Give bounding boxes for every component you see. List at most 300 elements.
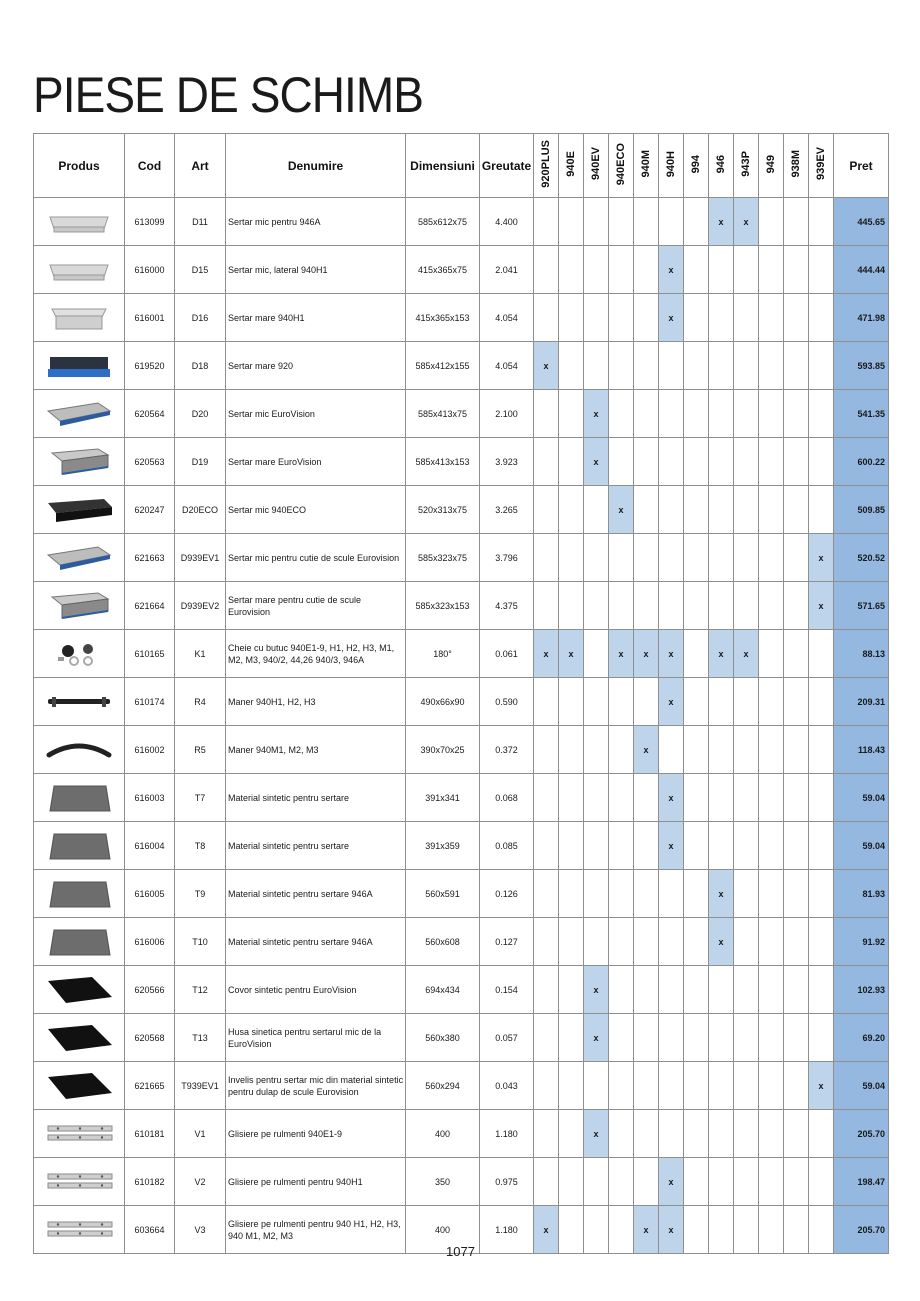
- table-row: [34, 1158, 889, 1206]
- compat-mark-940m: [634, 774, 659, 822]
- header-model: [709, 134, 734, 198]
- cell-dimensiuni: 390x70x25: [406, 726, 480, 774]
- compat-mark-946: [709, 678, 734, 726]
- compat-mark-938m: [784, 1158, 809, 1206]
- compat-mark-920plus: [534, 678, 559, 726]
- compat-mark-938m: [784, 582, 809, 630]
- product-image: [34, 1062, 125, 1110]
- cell-pret: 444.44: [834, 246, 889, 294]
- cell-denumire: Sertar mic 940ECO: [226, 486, 406, 534]
- compat-mark-994: [684, 1014, 709, 1062]
- cell-pret: 59.04: [834, 822, 889, 870]
- compat-mark-940eco: [609, 1110, 634, 1158]
- compat-mark-940m: [634, 1014, 659, 1062]
- compat-mark-940e: [559, 726, 584, 774]
- compat-mark-938m: [784, 342, 809, 390]
- product-image: [34, 198, 125, 246]
- cell-greutate: 2.041: [480, 246, 534, 294]
- cell-denumire: Sertar mare pentru cutie de scule Eurovision: [226, 582, 406, 630]
- compat-mark-940ev: [584, 678, 609, 726]
- cell-art: T9: [175, 870, 226, 918]
- compat-mark-940eco: [609, 918, 634, 966]
- cell-denumire: Material sintetic pentru sertare: [226, 822, 406, 870]
- spare-parts-table: [33, 133, 889, 1254]
- cell-denumire: Sertar mare 920: [226, 342, 406, 390]
- compat-mark-940m: [634, 870, 659, 918]
- cell-art: R5: [175, 726, 226, 774]
- compat-mark-940e: [559, 678, 584, 726]
- table-row: [34, 870, 889, 918]
- compat-mark-939ev: [809, 870, 834, 918]
- compat-mark-994: [684, 630, 709, 678]
- compat-mark-943p: [734, 918, 759, 966]
- cell-denumire: Invelis pentru sertar mic din material sintetic pentru dulap de scule Eurovision: [226, 1062, 406, 1110]
- compat-mark-940eco: [609, 582, 634, 630]
- compat-mark-946: x: [709, 630, 734, 678]
- compat-mark-940h: [659, 1110, 684, 1158]
- compat-mark-940eco: [609, 774, 634, 822]
- drawer-grey-icon: [34, 255, 124, 285]
- header-model: [534, 134, 559, 198]
- compat-mark-940m: [634, 966, 659, 1014]
- table-row: [34, 294, 889, 342]
- header-model: [559, 134, 584, 198]
- compat-mark-920plus: [534, 390, 559, 438]
- compat-mark-940ev: x: [584, 1110, 609, 1158]
- header-model: [584, 134, 609, 198]
- compat-mark-940m: [634, 1062, 659, 1110]
- compat-mark-940m: x: [634, 630, 659, 678]
- cell-art: T12: [175, 966, 226, 1014]
- compat-mark-938m: [784, 918, 809, 966]
- cell-denumire: Glisiere pe rulmenti pentru 940 H1, H2, H3, 940 M1, M2, M3: [226, 1206, 406, 1254]
- table-header-row: [34, 134, 889, 198]
- compat-mark-940ev: [584, 486, 609, 534]
- table-row: [34, 1110, 889, 1158]
- compat-mark-940eco: [609, 438, 634, 486]
- table-row: [34, 966, 889, 1014]
- cell-greutate: 1.180: [480, 1110, 534, 1158]
- cell-greutate: 0.127: [480, 918, 534, 966]
- cell-pret: 59.04: [834, 1062, 889, 1110]
- cell-dimensiuni: 560x608: [406, 918, 480, 966]
- compat-mark-940ev: [584, 246, 609, 294]
- compat-mark-939ev: [809, 1014, 834, 1062]
- compat-mark-940m: x: [634, 726, 659, 774]
- compat-mark-994: [684, 390, 709, 438]
- cell-denumire: Glisiere pe rulmenti pentru 940H1: [226, 1158, 406, 1206]
- compat-mark-940ev: [584, 294, 609, 342]
- cell-denumire: Sertar mare 940H1: [226, 294, 406, 342]
- compat-mark-939ev: [809, 1158, 834, 1206]
- header-model: [659, 134, 684, 198]
- cell-denumire: Maner 940H1, H2, H3: [226, 678, 406, 726]
- cell-pret: 471.98: [834, 294, 889, 342]
- table-row: [34, 918, 889, 966]
- cell-denumire: Sertar mic EuroVision: [226, 390, 406, 438]
- compat-mark-949: [759, 1062, 784, 1110]
- compat-mark-943p: [734, 342, 759, 390]
- table-row: [34, 1014, 889, 1062]
- compat-mark-940h: [659, 486, 684, 534]
- compat-mark-938m: [784, 1062, 809, 1110]
- compat-mark-940m: [634, 534, 659, 582]
- cell-greutate: 2.100: [480, 390, 534, 438]
- header-model-label: 949: [765, 154, 777, 174]
- compat-mark-949: [759, 294, 784, 342]
- compat-mark-939ev: [809, 438, 834, 486]
- compat-mark-940eco: [609, 1014, 634, 1062]
- compat-mark-943p: [734, 966, 759, 1014]
- cell-cod: 613099: [125, 198, 175, 246]
- cell-dimensiuni: 585x323x153: [406, 582, 480, 630]
- compat-mark-938m: [784, 870, 809, 918]
- compat-mark-994: [684, 534, 709, 582]
- compat-mark-994: [684, 342, 709, 390]
- compat-mark-940m: [634, 390, 659, 438]
- compat-mark-940h: x: [659, 678, 684, 726]
- compat-mark-940e: [559, 198, 584, 246]
- compat-mark-940h: [659, 390, 684, 438]
- compat-mark-940h: [659, 438, 684, 486]
- drawer-eurovision-icon: [34, 543, 124, 573]
- compat-mark-939ev: [809, 342, 834, 390]
- compat-mark-943p: [734, 774, 759, 822]
- cell-greutate: 0.057: [480, 1014, 534, 1062]
- cell-pret: 571.65: [834, 582, 889, 630]
- cell-denumire: Cheie cu butuc 940E1-9, H1, H2, H3, M1, M2, M3, 940/2, 44,26 940/3, 946A: [226, 630, 406, 678]
- product-image: [34, 918, 125, 966]
- compat-mark-938m: [784, 726, 809, 774]
- cell-greutate: 0.154: [480, 966, 534, 1014]
- compat-mark-994: [684, 870, 709, 918]
- compat-mark-939ev: [809, 390, 834, 438]
- drawer-blue-icon: [34, 351, 124, 381]
- mat-black-icon: [34, 1071, 124, 1101]
- table-row: [34, 1062, 889, 1110]
- compat-mark-943p: [734, 1206, 759, 1254]
- cell-cod: 620566: [125, 966, 175, 1014]
- compat-mark-920plus: [534, 198, 559, 246]
- cell-pret: 541.35: [834, 390, 889, 438]
- compat-mark-940ev: [584, 774, 609, 822]
- compat-mark-946: [709, 438, 734, 486]
- compat-mark-949: [759, 198, 784, 246]
- mat-black-icon: [34, 975, 124, 1005]
- cell-dimensiuni: 350: [406, 1158, 480, 1206]
- cell-art: D20: [175, 390, 226, 438]
- cell-denumire: Sertar mic, lateral 940H1: [226, 246, 406, 294]
- cell-pret: 520.52: [834, 534, 889, 582]
- compat-mark-940eco: x: [609, 630, 634, 678]
- cell-greutate: 1.180: [480, 1206, 534, 1254]
- compat-mark-940eco: [609, 1206, 634, 1254]
- compat-mark-940h: [659, 582, 684, 630]
- compat-mark-940h: x: [659, 1158, 684, 1206]
- header-model: [759, 134, 784, 198]
- product-image: [34, 342, 125, 390]
- table-row: [34, 198, 889, 246]
- header-model-label: 994: [690, 154, 702, 174]
- compat-mark-940e: [559, 918, 584, 966]
- cell-pret: 205.70: [834, 1206, 889, 1254]
- compat-mark-940e: [559, 822, 584, 870]
- compat-mark-946: [709, 342, 734, 390]
- compat-mark-920plus: [534, 486, 559, 534]
- compat-mark-938m: [784, 1014, 809, 1062]
- cell-pret: 59.04: [834, 774, 889, 822]
- compat-mark-940m: x: [634, 1206, 659, 1254]
- cell-art: T939EV1: [175, 1062, 226, 1110]
- product-image: [34, 678, 125, 726]
- compat-mark-940eco: [609, 1158, 634, 1206]
- compat-mark-940eco: [609, 966, 634, 1014]
- header-model-label: 940E: [565, 151, 577, 177]
- compat-mark-949: [759, 630, 784, 678]
- cell-greutate: 0.590: [480, 678, 534, 726]
- compat-mark-946: [709, 774, 734, 822]
- compat-mark-946: [709, 1158, 734, 1206]
- compat-mark-920plus: [534, 870, 559, 918]
- compat-mark-943p: [734, 726, 759, 774]
- compat-mark-940m: [634, 1110, 659, 1158]
- cell-pret: 81.93: [834, 870, 889, 918]
- compat-mark-940eco: [609, 294, 634, 342]
- compat-mark-994: [684, 774, 709, 822]
- cell-art: T13: [175, 1014, 226, 1062]
- cell-art: V1: [175, 1110, 226, 1158]
- compat-mark-940ev: x: [584, 390, 609, 438]
- cell-art: D15: [175, 246, 226, 294]
- cell-denumire: Sertar mic pentru 946A: [226, 198, 406, 246]
- cell-dimensiuni: 585x323x75: [406, 534, 480, 582]
- compat-mark-939ev: [809, 630, 834, 678]
- product-image: [34, 1158, 125, 1206]
- compat-mark-938m: [784, 630, 809, 678]
- compat-mark-946: x: [709, 198, 734, 246]
- compat-mark-940e: [559, 390, 584, 438]
- table-row: [34, 726, 889, 774]
- compat-mark-940ev: [584, 342, 609, 390]
- compat-mark-994: [684, 246, 709, 294]
- lock-key-icon: [34, 639, 124, 669]
- compat-mark-940ev: x: [584, 438, 609, 486]
- compat-mark-940m: [634, 198, 659, 246]
- product-image: [34, 1014, 125, 1062]
- cell-greutate: 3.265: [480, 486, 534, 534]
- compat-mark-946: [709, 294, 734, 342]
- compat-mark-940ev: x: [584, 1014, 609, 1062]
- compat-mark-938m: [784, 390, 809, 438]
- compat-mark-940e: [559, 294, 584, 342]
- compat-mark-940eco: [609, 1062, 634, 1110]
- compat-mark-949: [759, 918, 784, 966]
- compat-mark-940m: [634, 822, 659, 870]
- compat-mark-943p: [734, 246, 759, 294]
- cell-art: D11: [175, 198, 226, 246]
- cell-pret: 118.43: [834, 726, 889, 774]
- mat-grey-icon: [34, 927, 124, 957]
- slide-rail-icon: [34, 1119, 124, 1149]
- compat-mark-920plus: [534, 1014, 559, 1062]
- compat-mark-940m: [634, 246, 659, 294]
- compat-mark-939ev: [809, 822, 834, 870]
- compat-mark-940eco: [609, 390, 634, 438]
- cell-cod: 616004: [125, 822, 175, 870]
- compat-mark-920plus: x: [534, 342, 559, 390]
- compat-mark-920plus: [534, 582, 559, 630]
- cell-art: R4: [175, 678, 226, 726]
- cell-greutate: 4.054: [480, 342, 534, 390]
- cell-pret: 198.47: [834, 1158, 889, 1206]
- header-model: [784, 134, 809, 198]
- drawer-eurovision-tall-icon: [34, 447, 124, 477]
- header-greutate: Greutate: [480, 134, 534, 198]
- compat-mark-994: [684, 1206, 709, 1254]
- compat-mark-940h: x: [659, 774, 684, 822]
- cell-dimensiuni: 585x413x153: [406, 438, 480, 486]
- cell-dimensiuni: 391x359: [406, 822, 480, 870]
- compat-mark-949: [759, 966, 784, 1014]
- compat-mark-940h: [659, 1014, 684, 1062]
- compat-mark-949: [759, 774, 784, 822]
- compat-mark-949: [759, 726, 784, 774]
- compat-mark-939ev: [809, 294, 834, 342]
- compat-mark-943p: [734, 582, 759, 630]
- cell-art: D16: [175, 294, 226, 342]
- compat-mark-920plus: [534, 774, 559, 822]
- compat-mark-940ev: [584, 582, 609, 630]
- compat-mark-940ev: [584, 534, 609, 582]
- cell-cod: 616002: [125, 726, 175, 774]
- product-image: [34, 486, 125, 534]
- cell-cod: 621663: [125, 534, 175, 582]
- cell-dimensiuni: 560x380: [406, 1014, 480, 1062]
- cell-art: D20ECO: [175, 486, 226, 534]
- compat-mark-946: x: [709, 918, 734, 966]
- compat-mark-920plus: [534, 246, 559, 294]
- mat-grey-icon: [34, 783, 124, 813]
- cell-art: T10: [175, 918, 226, 966]
- table-row: [34, 390, 889, 438]
- slide-rail-icon: [34, 1167, 124, 1197]
- compat-mark-940m: [634, 294, 659, 342]
- compat-mark-940e: [559, 774, 584, 822]
- cell-greutate: 0.068: [480, 774, 534, 822]
- cell-denumire: Sertar mare EuroVision: [226, 438, 406, 486]
- cell-greutate: 0.372: [480, 726, 534, 774]
- header-model-label: 939EV: [815, 147, 827, 181]
- compat-mark-938m: [784, 486, 809, 534]
- compat-mark-940ev: [584, 870, 609, 918]
- compat-mark-940h: [659, 342, 684, 390]
- compat-mark-949: [759, 582, 784, 630]
- compat-mark-939ev: [809, 966, 834, 1014]
- handle-curved-icon: [34, 735, 124, 765]
- compat-mark-946: [709, 966, 734, 1014]
- cell-cod: 616003: [125, 774, 175, 822]
- compat-mark-994: [684, 294, 709, 342]
- cell-denumire: Sertar mic pentru cutie de scule Eurovision: [226, 534, 406, 582]
- compat-mark-940m: [634, 582, 659, 630]
- compat-mark-943p: [734, 294, 759, 342]
- product-image: [34, 582, 125, 630]
- compat-mark-940h: [659, 966, 684, 1014]
- compat-mark-940h: x: [659, 630, 684, 678]
- compat-mark-946: [709, 246, 734, 294]
- cell-pret: 102.93: [834, 966, 889, 1014]
- compat-mark-940e: [559, 1062, 584, 1110]
- cell-dimensiuni: 585x412x155: [406, 342, 480, 390]
- compat-mark-940e: [559, 1206, 584, 1254]
- compat-mark-920plus: [534, 438, 559, 486]
- compat-mark-920plus: [534, 294, 559, 342]
- compat-mark-920plus: x: [534, 630, 559, 678]
- header-model: [609, 134, 634, 198]
- compat-mark-943p: [734, 534, 759, 582]
- table-row: [34, 582, 889, 630]
- compat-mark-949: [759, 486, 784, 534]
- compat-mark-939ev: [809, 1206, 834, 1254]
- compat-mark-940e: [559, 486, 584, 534]
- header-model-label: 920PLUS: [540, 140, 552, 188]
- compat-mark-994: [684, 486, 709, 534]
- cell-cod: 621664: [125, 582, 175, 630]
- compat-mark-940h: [659, 918, 684, 966]
- compat-mark-949: [759, 678, 784, 726]
- table-row: [34, 438, 889, 486]
- cell-dimensiuni: 400: [406, 1206, 480, 1254]
- table-row: [34, 630, 889, 678]
- product-image: [34, 630, 125, 678]
- compat-mark-994: [684, 1110, 709, 1158]
- cell-art: V3: [175, 1206, 226, 1254]
- header-denumire: Denumire: [226, 134, 406, 198]
- cell-cod: 620563: [125, 438, 175, 486]
- cell-cod: 616001: [125, 294, 175, 342]
- compat-mark-938m: [784, 246, 809, 294]
- cell-pret: 205.70: [834, 1110, 889, 1158]
- header-model-label: 940M: [640, 150, 652, 178]
- compat-mark-938m: [784, 198, 809, 246]
- compat-mark-949: [759, 534, 784, 582]
- compat-mark-940eco: x: [609, 486, 634, 534]
- cell-cod: 619520: [125, 342, 175, 390]
- header-model-label: 940H: [665, 150, 677, 178]
- compat-mark-946: [709, 390, 734, 438]
- compat-mark-940e: [559, 342, 584, 390]
- compat-mark-940e: [559, 438, 584, 486]
- cell-cod: 620564: [125, 390, 175, 438]
- cell-denumire: Glisiere pe rulmenti 940E1-9: [226, 1110, 406, 1158]
- compat-mark-938m: [784, 294, 809, 342]
- compat-mark-938m: [784, 1206, 809, 1254]
- cell-pret: 69.20: [834, 1014, 889, 1062]
- cell-denumire: Material sintetic pentru sertare 946A: [226, 918, 406, 966]
- compat-mark-994: [684, 582, 709, 630]
- product-image: [34, 390, 125, 438]
- compat-mark-920plus: [534, 1110, 559, 1158]
- header-model: [634, 134, 659, 198]
- header-model-label: 938M: [790, 150, 802, 178]
- compat-mark-940e: [559, 1158, 584, 1206]
- drawer-grey-icon: [34, 207, 124, 237]
- compat-mark-949: [759, 246, 784, 294]
- compat-mark-949: [759, 1158, 784, 1206]
- cell-dimensiuni: 694x434: [406, 966, 480, 1014]
- compat-mark-943p: [734, 1062, 759, 1110]
- header-pret: Pret: [834, 134, 889, 198]
